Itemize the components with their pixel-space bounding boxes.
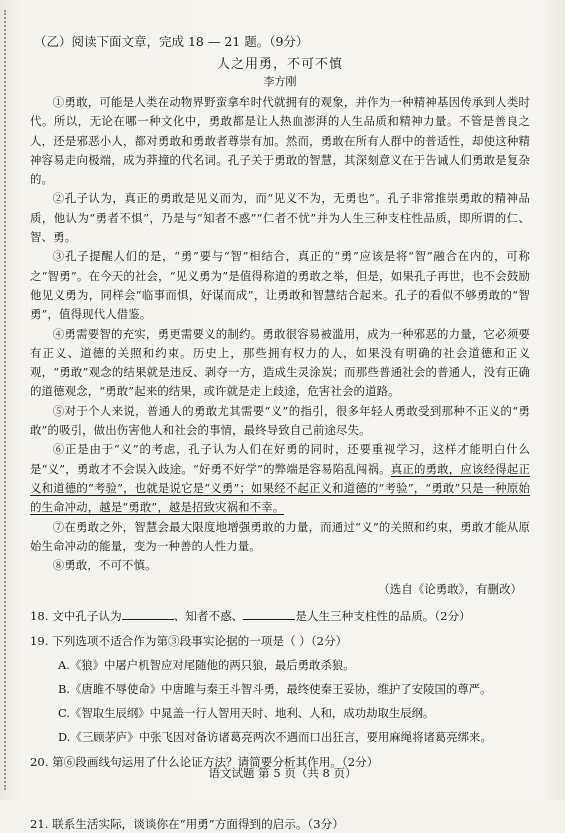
source-note: （选自《论勇敢》，有删改） <box>378 582 522 597</box>
question-20: 20. 第⑥段画线句运用了什么论证方法？请简要分析其作用。（2分） <box>30 755 379 770</box>
paragraph-7: ⑦在勇敢之外，智慧会最大限度地增强勇敢的力量，而通过“义”的关照和约束，勇敢才能从原始生命冲动的能量，变为一种善的人性力量。 <box>30 519 530 553</box>
page-footer: 语文试题 第 5 页（共 8 页） <box>208 766 357 780</box>
question-18 <box>30 607 530 625</box>
underlined-sentence: 真正的勇敢，应该经得起正义和道德的“考验”，也就是说它是“义勇”；如果经不起正义和道德的“考验”，“勇敢”只是一种原始的生命冲动，越是“勇敢”，越是招致灾祸和不幸。 <box>30 461 530 515</box>
q19-option-d: D.《三顾茅庐》中张飞因对备访诸葛亮两次不遇而口出狂言，要用麻绳将诸葛亮绑来。 <box>58 730 492 745</box>
question-21: 21. 联系生活实际，谈谈你在“用勇”方面得到的启示。（3分） <box>30 817 344 832</box>
q18-blank-1[interactable] <box>122 607 174 620</box>
article-author: 李方刚 <box>263 75 297 88</box>
q18-text-before: 18. 文中孔子认为 <box>30 609 122 624</box>
article-title: 人之用勇，不可不慎 <box>216 57 343 72</box>
paragraph-2: ②孔子认为，真正的勇敢是见义而为，而“见义不为，无勇也”。孔子非常推崇勇敢的精神品质，他认为“勇者不惧”，乃是与“知者不惑”“仁者不忧”并为人生三种支柱性品质，即所谓的仁、智、勇。 <box>30 191 530 245</box>
paragraph-8: ⑧勇敢，不可不慎。 <box>52 558 157 573</box>
paragraph-6 <box>30 440 530 517</box>
paragraph-3: ③孔子提醒人们的是，“勇”要与“智”相结合，真正的“勇”应该是将“智”融合在内的，可称之“智勇”。在今天的社会，“见义勇为”是值得称道的勇敢之举，但是，如果孔子再世，也不会鼓励他见义勇为，同样会“临事而惧，好谋而成”，让勇敢和智慧结合起来。孔子的看似不够勇敢的“智勇”，值得现代人借鉴。 <box>30 249 530 322</box>
question-19: 19. 下列选项不适合作为第③段事实论据的一项是（ ）（2分） <box>30 634 348 649</box>
q19-option-a: A.《狼》中屠户机智应对尾随他的两只狼，最后勇敢杀狼。 <box>58 658 355 673</box>
paragraph-5: ⑤对于个人来说，普通人的勇敢尤其需要“义”的指引，很多年轻人勇敢受到那种不正义的“勇敢”的吸引，做出伤害他人和社会的事情，最终导致自己前途尽失。 <box>30 403 530 438</box>
q18-text-middle: 、知者不惑、 <box>173 609 244 624</box>
q18-text-after: 是人生三种支柱性的品质。（2分） <box>295 609 471 624</box>
paragraph-6-text: ⑥正是由于“义”的考虑，孔子认为人们在好勇的同时，还要重视学习，这样才能明白什么是“义”，勇敢才不会误入歧途。“好勇不好学”的弊端是容易陷乱闯祸。 <box>30 442 530 476</box>
paragraph-1: ①勇敢，可能是人类在动物界野蛮拿牟时代就拥有的观象，并作为一种精神基因传承到人类时代。所以，无论在哪一种文化中，勇敢都是让人热血澎湃的人生品质和精神力量。不管是善良之人，还是邪恶小人，都对勇敢和勇敢者尊崇有加。然而，勇敢在所有人群中的普适性，却使这种精神容易走向极端，成为莽撞的代名词。孔子关于勇敢的智慧，其深刻意义在于告诫人们勇敢是复杂的。 <box>30 95 530 187</box>
q19-option-c: C.《智取生辰纲》中晁盖一行人智用天时、地利、人和，成功劫取生辰纲。 <box>58 706 435 721</box>
reading-section <box>30 32 530 833</box>
paragraph-4: ④勇需要智的充实，勇更需要义的制约。勇敢很容易被滥用，成为一种邪恶的力量，它必须要有正义、道德的关照和约束。历史上，那些拥有权力的人，如果没有明确的社会道德和正义观，“勇敢”观念的结果就是违反、剥夺一方，造成生灵涂炭；而那些普通社会的普通人，没有正确的道德观念，“勇敢”起来的结果，或许就是走上歧途，危害社会的道路。 <box>30 326 530 399</box>
q19-option-b: B.《唐雎不辱使命》中唐雎与秦王斗智斗勇，最终使秦王妥协，维护了安陵国的尊严。 <box>58 682 492 697</box>
binding-line <box>4 10 8 790</box>
q18-blank-2[interactable] <box>243 607 295 620</box>
section-intro: （乙）阅读下面文章，完成 18 — 21 题。（9分） <box>34 34 309 49</box>
